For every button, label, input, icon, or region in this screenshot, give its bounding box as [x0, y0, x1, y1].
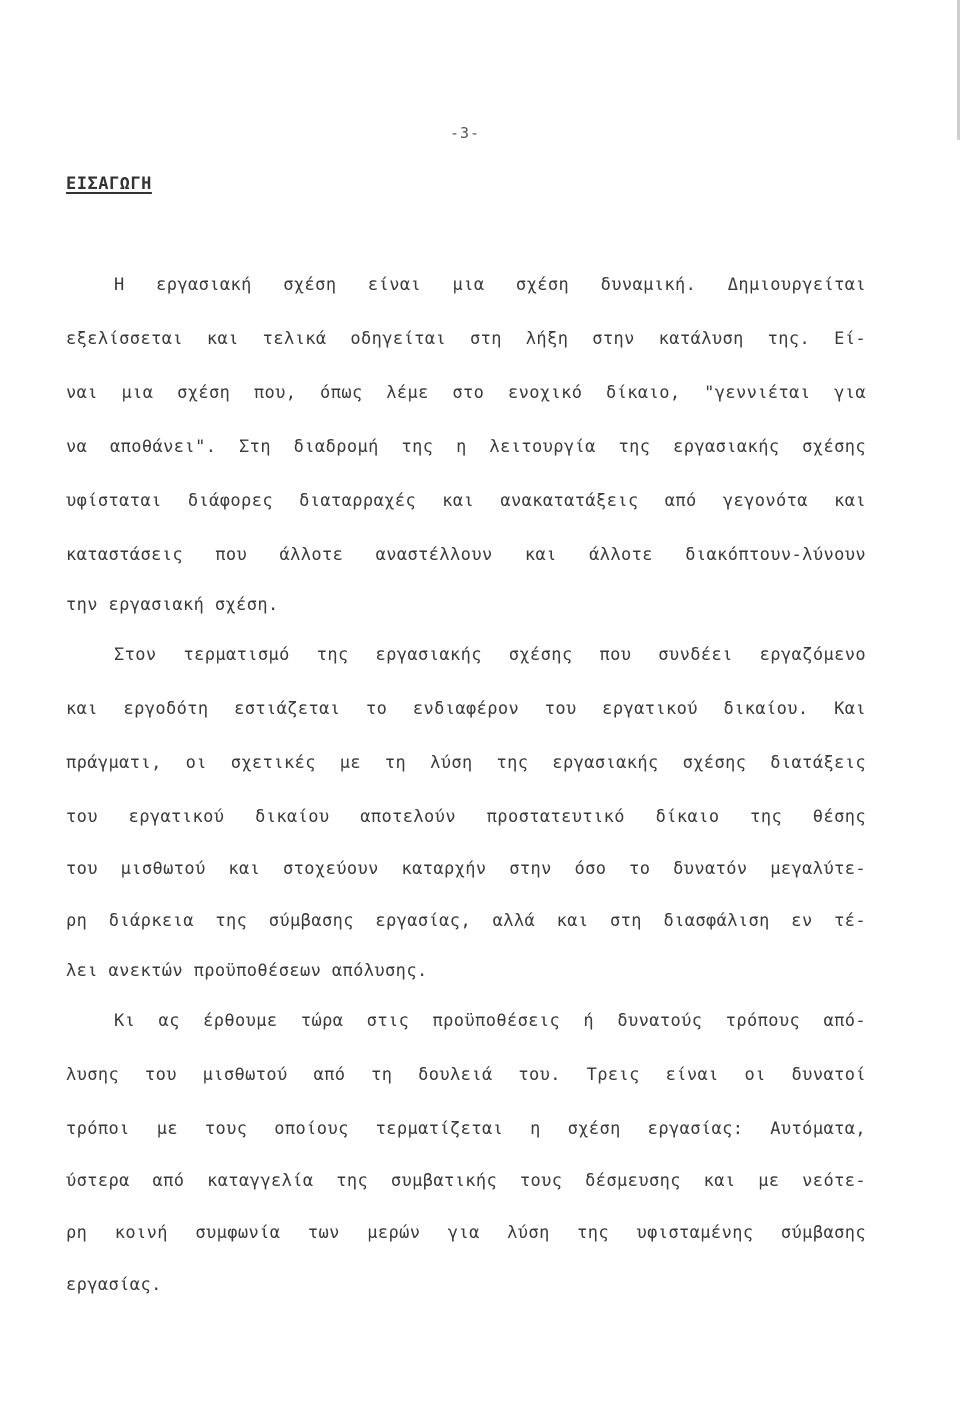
text-line: εργασίας. — [66, 1275, 162, 1295]
page-number: -3- — [449, 124, 481, 142]
text-line: Η εργασιακή σχέση είναι μια σχέση δυναμική. Δημιουργείται — [114, 275, 866, 295]
section-heading: ΕΙΣΑΓΩΓΗ — [66, 174, 152, 194]
text-line: τρόποι με τους οποίους τερματίζεται η σχέση εργασίας: Αυτόματα, — [66, 1119, 866, 1139]
text-line: εξελίσσεται και τελικά οδηγείται στη λήξη στην κατάλυση της. Εί- — [66, 329, 866, 349]
text-line: ύστερα από καταγγελία της συμβατικής τους δέσμευσης και με νεότε- — [66, 1171, 866, 1191]
text-line: υφίσταται διάφορες διαταρραχές και ανακατατάξεις από γεγονότα και — [66, 491, 866, 511]
text-line: του εργατικού δικαίου αποτελούν προστατευτικό δίκαιο της θέσης — [66, 807, 866, 827]
text-line: ρη διάρκεια της σύμβασης εργασίας, αλλά και στη διασφάλιση εν τέ- — [66, 911, 866, 931]
text-line: ναι μια σχέση που, όπως λέμε στο ενοχικό δίκαιο, "γεννιέται για — [66, 383, 866, 403]
text-line: και εργοδότη εστιάζεται το ενδιαφέρον του εργατικού δικαίου. Και — [66, 699, 866, 719]
text-line: να αποθάνει". Στη διαδρομή της η λειτουργία της εργασιακής σχέσης — [66, 437, 866, 457]
text-line: ρη κοινή συμφωνία των μερών για λύση της υφισταμένης σύμβασης — [66, 1223, 866, 1243]
text-line: πράγματι, οι σχετικές με τη λύση της εργασιακής σχέσης διατάξεις — [66, 753, 866, 773]
text-line: την εργασιακή σχέση. — [66, 595, 279, 615]
text-line: Στον τερματισμό της εργασιακής σχέσης που συνδέει εργαζόμενο — [114, 645, 866, 665]
text-line: λυσης του μισθωτού από τη δουλειά του. Τρεις είναι οι δυνατοί — [66, 1065, 866, 1085]
text-line: του μισθωτού και στοχεύουν καταρχήν στην όσο το δυνατόν μεγαλύτε- — [66, 859, 866, 879]
text-line: Κι ας έρθουμε τώρα στις προϋποθέσεις ή δυνατούς τρόπους από- — [114, 1011, 866, 1031]
text-line: λει ανεκτών προϋποθέσεων απόλυσης. — [66, 961, 428, 981]
text-line: καταστάσεις που άλλοτε αναστέλλουν και άλλοτε διακόπτουν-λύνουν — [66, 545, 866, 565]
